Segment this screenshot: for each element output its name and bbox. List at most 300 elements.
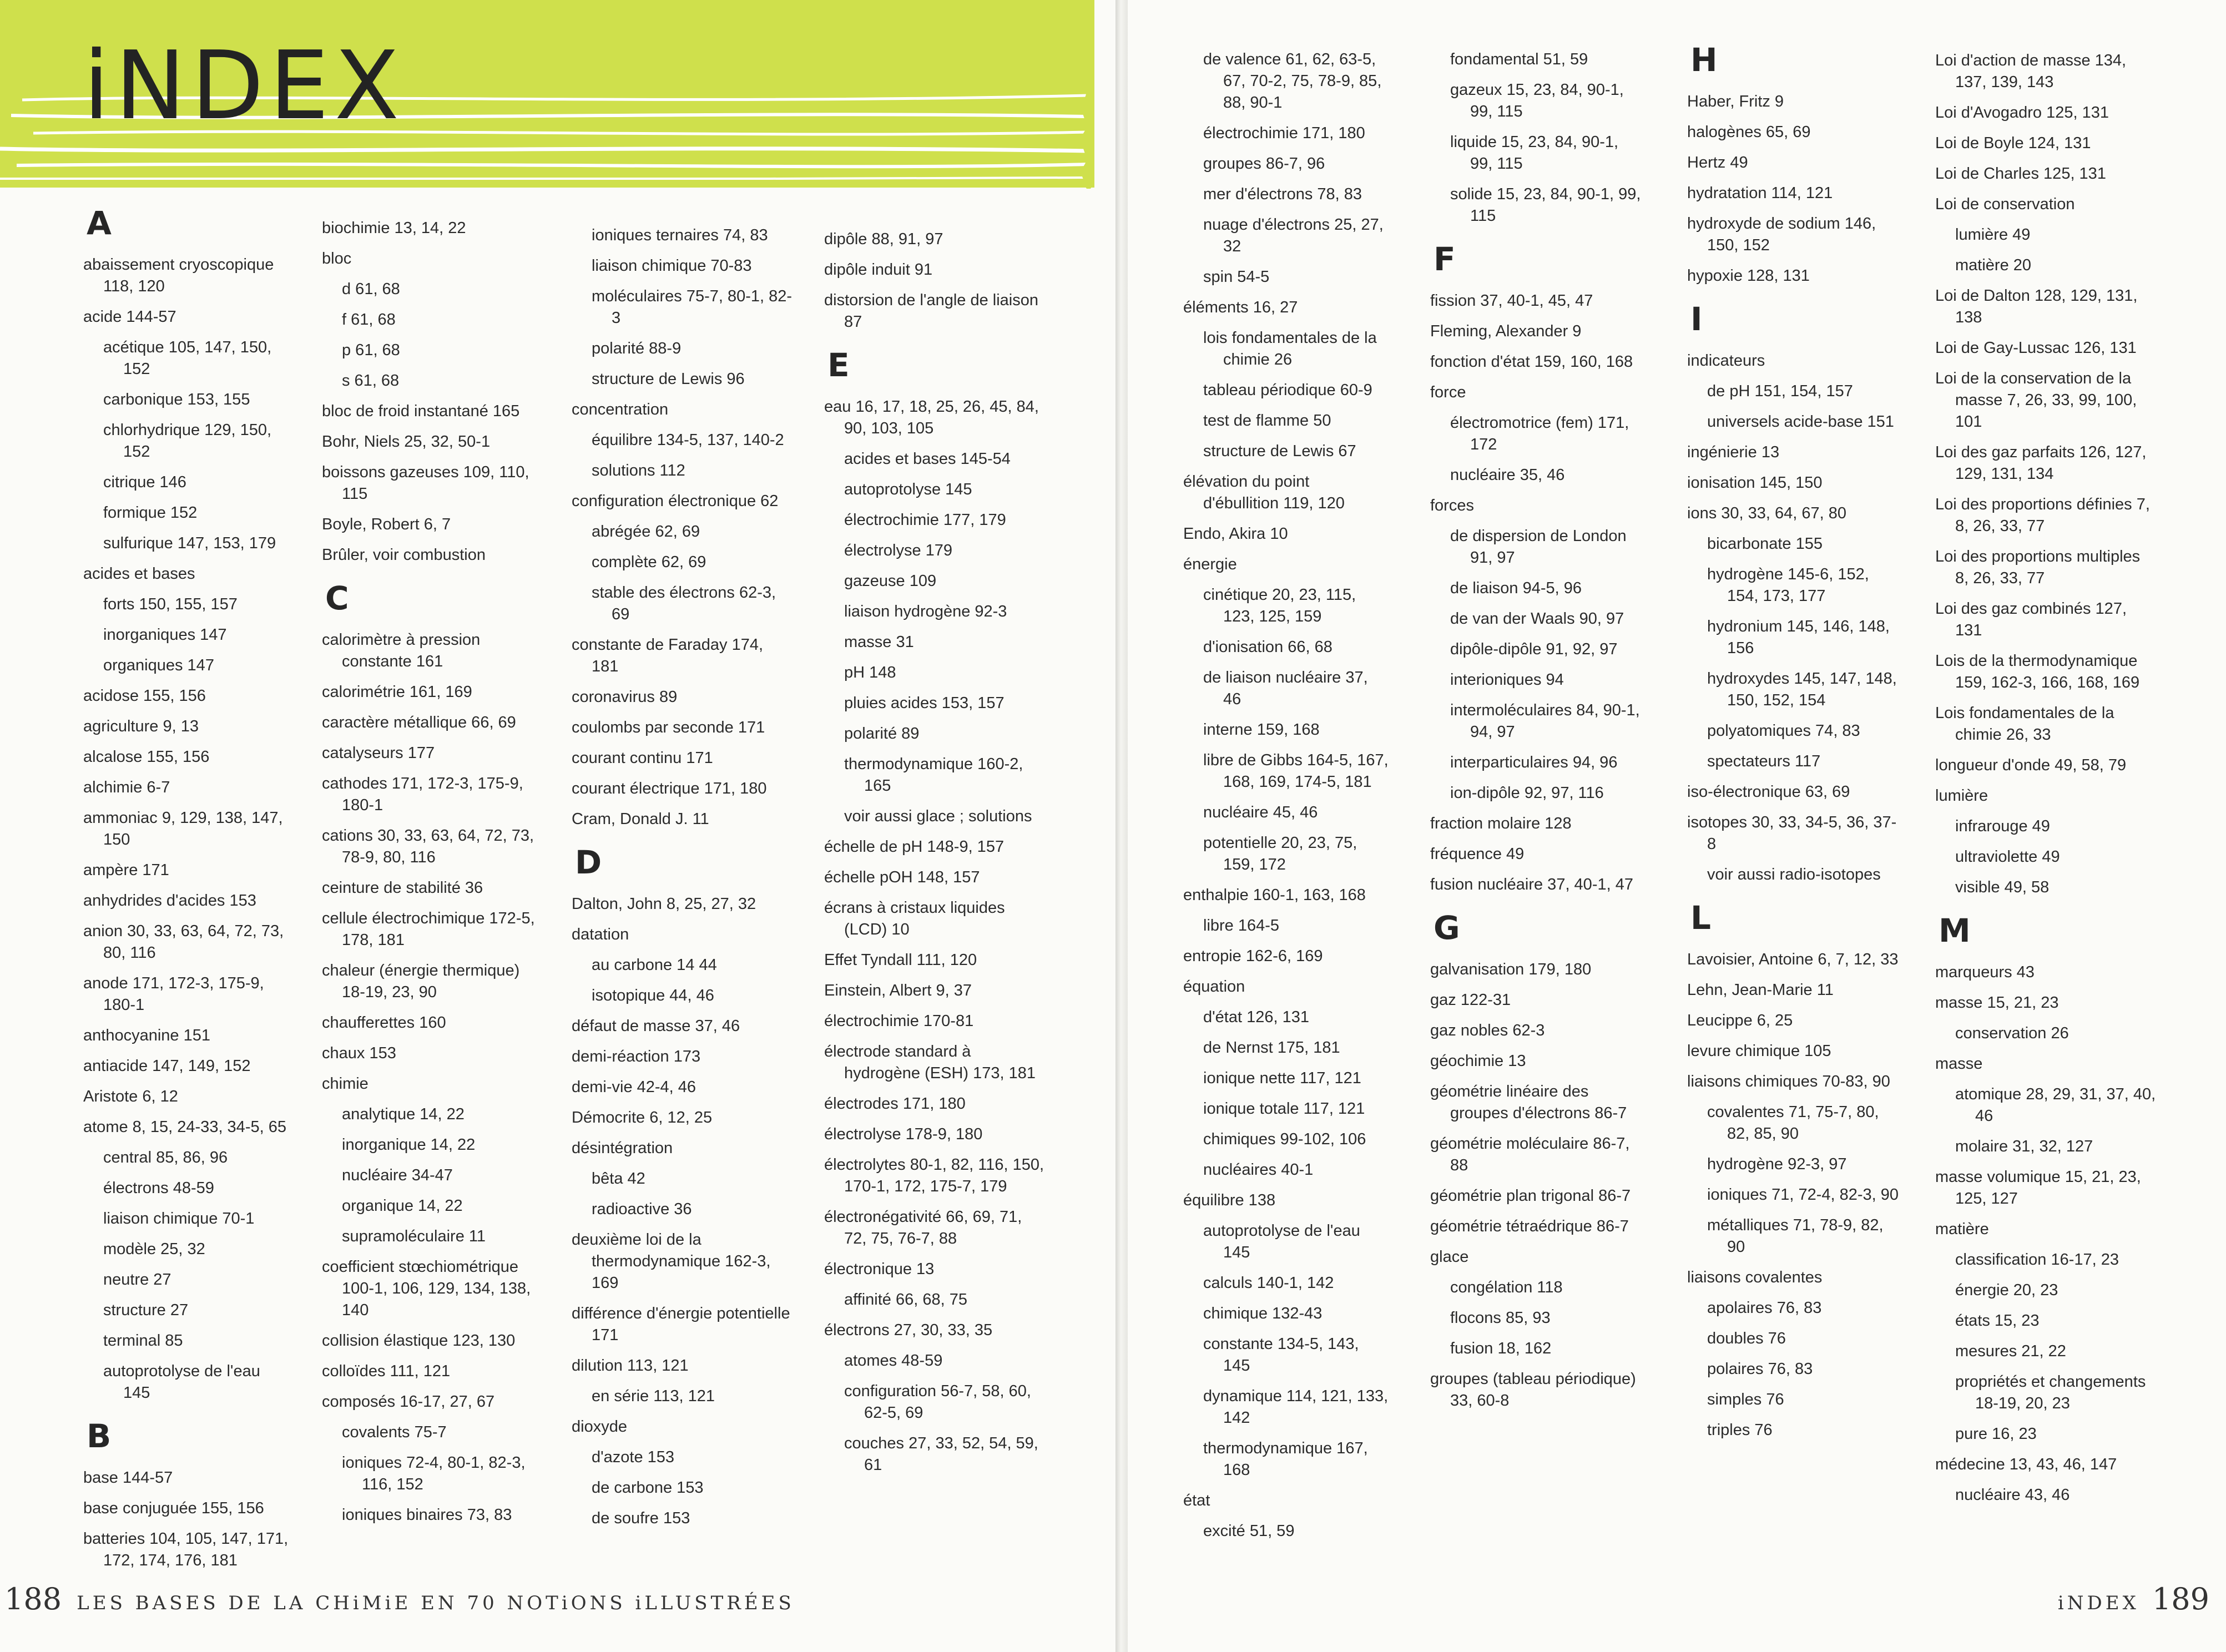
index-entry: élévation du point d'ébullition 119, 120 [1183,473,1345,512]
index-entry: dipôle induit 91 [824,261,933,279]
index-subentry: atomique 28, 29, 31, 37, 40, 46 [1955,1085,2156,1125]
index-entry: électrolytes 80-1, 82, 116, 150, 170-1, 172, 175-7, 179 [824,1156,1044,1195]
index-subentry: ionique nette 117, 121 [1203,1069,1361,1087]
index-entry: masse [1935,1055,1983,1073]
index-entry: ionisation 145, 150 [1687,474,1823,492]
index-entry: atome 8, 15, 24-33, 34-5, 65 [83,1118,286,1136]
index-entry: galvanisation 179, 180 [1430,961,1592,978]
index-subentry: constante 134-5, 143, 145 [1203,1335,1359,1375]
index-entry: Loi des gaz combinés 127, 131 [1935,600,2127,639]
index-entry: désintégration [572,1139,673,1157]
index-entry: anode 171, 172-3, 175-9, 180-1 [83,974,264,1014]
index-subentry: nucléaire 35, 46 [1450,466,1565,484]
index-entry: Loi des gaz parfaits 126, 127, 129, 131, 134 [1935,443,2147,483]
index-entry: fusion nucléaire 37, 40-1, 47 [1430,876,1633,893]
index-entry: chaufferettes 160 [322,1014,446,1032]
index-entry: ampère 171 [83,861,169,879]
index-entry: Effet Tyndall 111, 120 [824,951,977,969]
index-subentry: configuration 56-7, 58, 60, 62-5, 69 [844,1382,1031,1422]
index-entry: agriculture 9, 13 [83,718,199,735]
index-entry: Einstein, Albert 9, 37 [824,982,972,999]
index-entry: géométrie plan trigonal 86-7 [1430,1187,1631,1205]
index-entry: électrolyse 178-9, 180 [824,1125,983,1143]
index-entry: fréquence 49 [1430,845,1525,863]
index-subentry: atomes 48-59 [844,1352,943,1370]
index-subentry: matière 20 [1955,256,2032,274]
index-entry: composés 16-17, 27, 67 [322,1393,495,1411]
index-subentry: électrochimie 171, 180 [1203,124,1365,142]
index-subentry: hydronium 145, 146, 148, 156 [1707,618,1890,657]
book-title: LES BASES DE LA CHiMiE EN 70 NOTiONS iLLUSTRÉES [77,1592,795,1614]
index-subentry: intermoléculaires 84, 90-1, 94, 97 [1450,701,1640,741]
index-subentry: bêta 42 [592,1170,645,1188]
index-entry: distorsion de l'angle de liaison 87 [824,291,1039,331]
index-entry: Démocrite 6, 12, 25 [572,1109,713,1126]
index-subentry: de soufre 153 [592,1509,690,1527]
index-subentry: d 61, 68 [342,280,400,298]
index-subentry: lumière 49 [1955,226,2031,244]
left-footer [4,1582,795,1616]
index-entry: dipôle 88, 91, 97 [824,230,943,248]
index-entry: Bohr, Niels 25, 32, 50-1 [322,433,491,451]
page-number-left: 188 [4,1582,62,1616]
index-entry: calorimètre à pression constante 161 [322,631,481,670]
index-entry: écrans à cristaux liquides (LCD) 10 [824,899,1005,938]
index-entry: cellule électrochimique 172-5, 178, 181 [322,910,535,949]
index-subentry: mer d'électrons 78, 83 [1203,185,1362,203]
index-subentry: isotopique 44, 46 [592,987,714,1004]
index-subentry: pure 16, 23 [1955,1425,2037,1443]
index-subentry: carbonique 153, 155 [103,391,250,408]
index-subentry: modèle 25, 32 [103,1240,205,1258]
index-entry: constante de Faraday 174, 181 [572,636,764,675]
index-subentry: d'ionisation 66, 68 [1203,638,1332,656]
index-entry: catalyseurs 177 [322,744,435,762]
index-entry: Loi de la conservation de la masse 7, 26, 33, 99, 100, 101 [1935,370,2137,431]
index-subentry: abrégée 62, 69 [592,523,700,540]
index-entry: ingénierie 13 [1687,443,1780,461]
index-entry: alchimie 6-7 [83,779,170,796]
index-subentry: autoprotolyse de l'eau 145 [103,1362,260,1402]
index-subentry: gazeux 15, 23, 84, 90-1, 99, 115 [1450,81,1624,120]
index-subentry: ionique totale 117, 121 [1203,1100,1365,1118]
index-subentry: central 85, 86, 96 [103,1149,228,1166]
index-entry: Lehn, Jean-Marie 11 [1687,981,1834,999]
index-entry: demi-réaction 173 [572,1048,701,1065]
index-entry: alcalose 155, 156 [83,748,210,766]
index-subentry: libre 164-5 [1203,917,1280,934]
index-subentry: simples 76 [1707,1391,1784,1408]
index-column [1430,49,1641,1421]
index-column [322,218,538,1535]
index-subentry: structure de Lewis 96 [592,370,745,388]
index-entry: géométrie moléculaire 86-7, 88 [1430,1135,1630,1174]
index-subentry: thermodynamique 167, 168 [1203,1439,1368,1479]
index-subentry: ioniques 72-4, 80-1, 82-3, 116, 152 [342,1454,526,1493]
index-entry: acidose 155, 156 [83,687,206,705]
index-subentry: formique 152 [103,504,198,522]
index-subentry: bicarbonate 155 [1707,535,1823,553]
index-subentry: spin 54-5 [1203,268,1270,286]
index-entry: forces [1430,497,1474,514]
index-entry: collision élastique 123, 130 [322,1332,516,1350]
index-entry: Lois fondamentales de la chimie 26, 33 [1935,704,2114,744]
index-subentry: polarité 88-9 [592,340,682,357]
index-subentry: doubles 76 [1707,1330,1786,1347]
index-entry: géométrie tétraédrique 86-7 [1430,1217,1629,1235]
index-subentry: propriétés et changements 18-19, 20, 23 [1955,1373,2146,1412]
index-subentry: conservation 26 [1955,1024,2069,1042]
index-subentry: de carbone 153 [592,1479,704,1497]
index-entry: dilution 113, 121 [572,1357,689,1375]
index-subentry: potentielle 20, 23, 75, 159, 172 [1203,834,1357,873]
index-subentry: tableau périodique 60-9 [1203,381,1372,399]
index-entry: coefficient stœchiométrique 100-1, 106, 129, 134, 138, 140 [322,1258,531,1319]
index-entry: coronavirus 89 [572,688,678,706]
index-subentry: inorganiques 147 [103,626,227,644]
index-entry: caractère métallique 66, 69 [322,714,516,731]
index-subentry: de pH 151, 154, 157 [1707,382,1853,400]
index-entry: hydroxyde de sodium 146, 150, 152 [1687,215,1876,254]
index-subentry: organique 14, 22 [342,1197,463,1215]
index-entry: Lois de la thermodynamique 159, 162-3, 166, 168, 169 [1935,652,2140,691]
index-column [1183,49,1389,1551]
index-letter-heading: D [575,843,602,881]
index-letter-heading: A [87,204,112,242]
index-entry: bloc de froid instantané 165 [322,402,520,420]
index-banner [0,0,1094,188]
index-entry: Brûler, voir combustion [322,546,486,564]
index-subentry: sulfurique 147, 153, 179 [103,534,276,552]
index-entry: Boyle, Robert 6, 7 [322,516,451,533]
right-footer [2058,1582,2209,1616]
index-subentry: solutions 112 [592,462,685,479]
index-entry: lumière [1935,787,1988,805]
index-entry: ions 30, 33, 64, 67, 80 [1687,504,1846,522]
index-subentry: p 61, 68 [342,341,400,359]
index-entry: chaux 153 [322,1044,396,1062]
index-entry: Loi des proportions définies 7, 8, 26, 33, 77 [1935,496,2150,535]
index-entry: chimie [322,1075,369,1093]
index-subentry: moléculaires 75-7, 80-1, 82-3 [592,287,793,327]
index-subentry: chimique 132-43 [1203,1305,1323,1322]
index-letter-heading: H [1690,41,1718,79]
index-column [1687,43,1904,1450]
index-entry: liaisons covalentes [1687,1269,1823,1286]
index-letter-heading: G [1433,909,1460,947]
index-entry: Hertz 49 [1687,154,1748,171]
index-subentry: f 61, 68 [342,311,396,329]
index-subentry: triples 76 [1707,1421,1773,1439]
index-entry: datation [572,926,629,943]
index-entry: hypoxie 128, 131 [1687,267,1810,285]
index-subentry: inorganique 14, 22 [342,1136,476,1154]
index-subentry: ioniques 71, 72-4, 82-3, 90 [1707,1186,1899,1204]
index-subentry: acétique 105, 147, 150, 152 [103,339,272,378]
index-subentry: interne 159, 168 [1203,721,1320,739]
index-subentry: de valence 61, 62, 63-5, 67, 70-2, 75, 78-9, 85, 88, 90-1 [1203,50,1382,112]
index-subentry: calculs 140-1, 142 [1203,1274,1334,1292]
index-entry: iso-électronique 63, 69 [1687,783,1850,801]
index-entry: indicateurs [1687,352,1765,370]
index-entry: fission 37, 40-1, 45, 47 [1430,292,1593,310]
index-entry: cathodes 171, 172-3, 175-9, 180-1 [322,775,523,814]
index-subentry: dynamique 114, 121, 133, 142 [1203,1387,1389,1427]
index-subentry: voir aussi radio-isotopes [1707,866,1881,883]
index-subentry: pluies acides 153, 157 [844,694,1005,712]
index-entry: glace [1430,1248,1469,1266]
index-entry: Endo, Akira 10 [1183,525,1288,543]
index-subentry: neutre 27 [103,1271,171,1289]
index-subentry: autoprotolyse 145 [844,481,972,498]
index-subentry: citrique 146 [103,473,186,491]
index-subentry: d'azote 153 [592,1448,675,1466]
index-subentry: nucléaire 34-47 [342,1166,453,1184]
page-number-right: 189 [2152,1582,2209,1616]
index-entry: gaz 122-31 [1430,991,1511,1009]
index-entry: chaleur (énergie thermique) 18-19, 23, 90 [322,962,520,1001]
index-entry: gaz nobles 62-3 [1430,1022,1545,1039]
index-subentry: interioniques 94 [1450,671,1564,689]
index-subentry: structure 27 [103,1301,189,1319]
index-entry: eau 16, 17, 18, 25, 26, 45, 84, 90, 103, 105 [824,398,1039,437]
index-entry: base conjuguée 155, 156 [83,1499,264,1517]
index-subentry: énergie 20, 23 [1955,1281,2058,1299]
index-entry: Loi d'action de masse 134, 137, 139, 143 [1935,52,2127,91]
index-subentry: terminal 85 [103,1332,183,1350]
index-entry: colloïdes 111, 121 [322,1362,451,1380]
index-entry: anhydrides d'acides 153 [83,892,256,910]
index-entry: ammoniac 9, 129, 138, 147, 150 [83,809,283,848]
index-entry: liaisons chimiques 70-83, 90 [1687,1073,1890,1090]
index-subentry: ultraviolette 49 [1955,848,2060,866]
index-letter-heading: C [325,579,349,617]
index-subentry: pH 148 [844,664,896,681]
index-column [572,225,794,1538]
index-letter-heading: I [1690,300,1703,338]
index-subentry: radioactive 36 [592,1200,692,1218]
index-subentry: de van der Waals 90, 97 [1450,610,1624,628]
index-subentry: thermodynamique 160-2, 165 [844,755,1023,795]
index-subentry: autoprotolyse de l'eau 145 [1203,1222,1360,1261]
index-subentry: test de flamme 50 [1203,412,1331,430]
index-entry: défaut de masse 37, 46 [572,1017,740,1035]
index-subentry: cinétique 20, 23, 115, 123, 125, 159 [1203,586,1356,625]
index-subentry: au carbone 14 44 [592,956,717,974]
index-subentry: chlorhydrique 129, 150, 152 [103,421,272,461]
index-subentry: analytique 14, 22 [342,1105,465,1123]
index-entry: état [1183,1492,1210,1509]
book-gutter [1115,0,1128,1652]
index-entry: enthalpie 160-1, 163, 168 [1183,886,1366,904]
index-entry: base 144-57 [83,1469,173,1487]
index-entry: électronégativité 66, 69, 71, 72, 75, 76-7, 88 [824,1208,1022,1247]
index-entry: médecine 13, 43, 46, 147 [1935,1456,2117,1473]
index-entry: Leucippe 6, 25 [1687,1012,1793,1029]
index-subentry: interparticulaires 94, 96 [1450,754,1618,771]
index-entry: abaissement cryoscopique 118, 120 [83,256,274,295]
index-entry: courant électrique 171, 180 [572,780,767,797]
index-subentry: nucléaire 45, 46 [1203,804,1318,821]
index-entry: isotopes 30, 33, 34-5, 36, 37-8 [1687,814,1897,853]
index-entry: Cram, Donald J. 11 [572,810,709,828]
index-subentry: états 15, 23 [1955,1312,2040,1330]
index-letter-heading: L [1690,899,1711,937]
index-entry: halogènes 65, 69 [1687,123,1811,141]
index-subentry: de dispersion de London 91, 97 [1450,527,1627,567]
index-subentry: liaison hydrogène 92-3 [844,603,1007,620]
index-entry: masse 15, 21, 23 [1935,994,2059,1012]
index-entry: électrons 27, 30, 33, 35 [824,1321,993,1339]
index-letter-heading: F [1433,240,1456,278]
index-entry: cations 30, 33, 63, 64, 72, 73, 78-9, 80, 116 [322,827,534,866]
index-subentry: liaison chimique 70-1 [103,1210,255,1227]
index-subentry: s 61, 68 [342,372,400,390]
index-entry: éléments 16, 27 [1183,299,1298,316]
index-subentry: forts 150, 155, 157 [103,595,238,613]
index-entry: dioxyde [572,1418,627,1436]
index-subentry: groupes 86-7, 96 [1203,155,1325,173]
index-entry: Loi de conservation [1935,195,2075,213]
index-subentry: équilibre 134-5, 137, 140-2 [592,431,784,449]
index-column [824,229,1046,1485]
index-subentry: organiques 147 [103,656,214,674]
index-column [83,206,289,1580]
index-subentry: électrolyse 179 [844,542,953,559]
index-entry: Loi de Gay-Lussac 126, 131 [1935,339,2137,357]
index-subentry: en série 113, 121 [592,1387,715,1405]
index-entry: acides et bases [83,565,195,583]
index-subentry: de liaison 94-5, 96 [1450,579,1582,597]
index-subentry: de Nernst 175, 181 [1203,1039,1340,1057]
index-subentry: dipôle-dipôle 91, 92, 97 [1450,640,1618,658]
index-subentry: gazeuse 109 [844,572,937,590]
index-entry: Fleming, Alexander 9 [1430,322,1582,340]
banner-wavy-edge [1077,0,1097,189]
index-entry: fraction molaire 128 [1430,815,1572,832]
index-subentry: nucléaires 40-1 [1203,1161,1314,1179]
index-entry: demi-vie 42-4, 46 [572,1078,696,1096]
index-subentry: flocons 85, 93 [1450,1309,1551,1327]
index-letter-heading: B [87,1417,112,1455]
index-subentry: affinité 66, 68, 75 [844,1291,967,1309]
index-subentry: lois fondamentales de la chimie 26 [1203,329,1377,368]
index-subentry: infrarouge 49 [1955,817,2050,835]
index-entry: courant continu 171 [572,749,713,767]
index-subentry: chimiques 99-102, 106 [1203,1130,1366,1148]
index-subentry: hydrogène 145-6, 152, 154, 173, 177 [1707,565,1869,605]
index-column [1935,50,2157,1515]
index-subentry: de liaison nucléaire 37, 46 [1203,669,1368,708]
index-title: iNDEX [83,31,405,141]
right-page [1128,0,2226,1652]
index-entry: électrode standard à hydrogène (ESH) 173, 181 [824,1043,1036,1082]
index-entry: acide 144-57 [83,308,176,326]
index-subentry: excité 51, 59 [1203,1522,1295,1540]
index-entry: équilibre 138 [1183,1191,1276,1209]
index-subentry: stable des électrons 62-3, 69 [592,584,776,623]
index-entry: échelle pOH 148, 157 [824,868,980,886]
index-entry: batteries 104, 105, 147, 171, 172, 174, 176, 181 [83,1530,289,1569]
index-entry: hydratation 114, 121 [1687,184,1833,202]
index-entry: antiacide 147, 149, 152 [83,1057,251,1075]
index-entry: configuration électronique 62 [572,492,779,510]
index-letter-heading: E [827,346,850,384]
index-subentry: complète 62, 69 [592,553,706,571]
index-subentry: nuage d'électrons 25, 27, 32 [1203,216,1384,255]
index-entry: électrodes 171, 180 [824,1095,966,1113]
index-entry: Loi des proportions multiples 8, 26, 33, 77 [1935,548,2141,587]
index-subentry: voir aussi glace ; solutions [844,807,1032,825]
index-subentry: ion-dipôle 92, 97, 116 [1450,784,1604,802]
index-entry: levure chimique 105 [1687,1042,1831,1060]
index-entry: entropie 162-6, 169 [1183,947,1323,965]
index-entry: échelle de pH 148-9, 157 [824,838,1005,856]
index-subentry: hydroxydes 145, 147, 148, 150, 152, 154 [1707,670,1897,709]
index-subentry: visible 49, 58 [1955,878,2050,896]
index-entry: énergie [1183,555,1237,573]
index-entry: calorimétrie 161, 169 [322,683,472,701]
index-entry: équation [1183,978,1245,996]
index-subentry: structure de Lewis 67 [1203,442,1356,460]
index-entry: concentration [572,401,669,418]
index-subentry: métalliques 71, 78-9, 82, 90 [1707,1216,1884,1256]
index-subentry: nucléaire 43, 46 [1955,1486,2070,1504]
index-subentry: électromotrice (fem) 171, 172 [1450,414,1629,453]
index-entry: anthocyanine 151 [83,1027,210,1044]
index-subentry: ioniques binaires 73, 83 [342,1506,512,1524]
index-subentry: fusion 18, 162 [1450,1340,1552,1357]
index-subentry: solide 15, 23, 84, 90-1, 99, 115 [1450,185,1641,225]
index-entry: boissons gazeuses 109, 110, 115 [322,463,529,503]
index-letter-heading: M [1939,912,1971,949]
index-subentry: spectateurs 117 [1707,752,1821,770]
index-subentry: polyatomiques 74, 83 [1707,722,1860,740]
index-entry: électrochimie 170-81 [824,1012,974,1030]
index-entry: Haber, Fritz 9 [1687,93,1784,110]
index-entry: ceinture de stabilité 36 [322,879,483,897]
index-subentry: polarité 89 [844,725,920,742]
index-entry: deuxième loi de la thermodynamique 162-3, 169 [572,1231,771,1292]
index-entry: Loi de Boyle 124, 131 [1935,134,2091,152]
index-subentry: couches 27, 33, 52, 54, 59, 61 [844,1434,1038,1474]
index-entry: force [1430,383,1466,401]
index-subentry: libre de Gibbs 164-5, 167, 168, 169, 174-5, 181 [1203,751,1389,791]
index-entry: géométrie linéaire des groupes d'électrons 86-7 [1430,1083,1627,1122]
index-subentry: universels acide-base 151 [1707,413,1894,431]
index-entry: électronique 13 [824,1260,935,1278]
index-entry: Loi de Dalton 128, 129, 131, 138 [1935,287,2138,326]
index-entry: anion 30, 33, 63, 64, 72, 73, 80, 116 [83,922,284,962]
index-subentry: ioniques ternaires 74, 83 [592,226,768,244]
index-entry: différence d'énergie potentielle 171 [572,1305,790,1344]
index-entry: longueur d'onde 49, 58, 79 [1935,756,2127,774]
index-subentry: molaire 31, 32, 127 [1955,1138,2093,1155]
index-subentry: hydrogène 92-3, 97 [1707,1155,1847,1173]
index-subentry: masse 31 [844,633,914,651]
index-entry: coulombs par seconde 171 [572,719,765,736]
index-subentry: acides et bases 145-54 [844,450,1011,468]
index-entry: Loi de Charles 125, 131 [1935,165,2106,183]
index-subentry: apolaires 76, 83 [1707,1299,1822,1317]
index-entry: Lavoisier, Antoine 6, 7, 12, 33 [1687,951,1899,968]
index-subentry: covalents 75-7 [342,1423,447,1441]
section-title: iNDEX [2057,1592,2139,1614]
index-subentry: électrochimie 177, 179 [844,511,1006,529]
index-entry: géochimie 13 [1430,1052,1526,1070]
index-subentry: polaires 76, 83 [1707,1360,1813,1378]
index-subentry: liaison chimique 70-83 [592,257,752,275]
